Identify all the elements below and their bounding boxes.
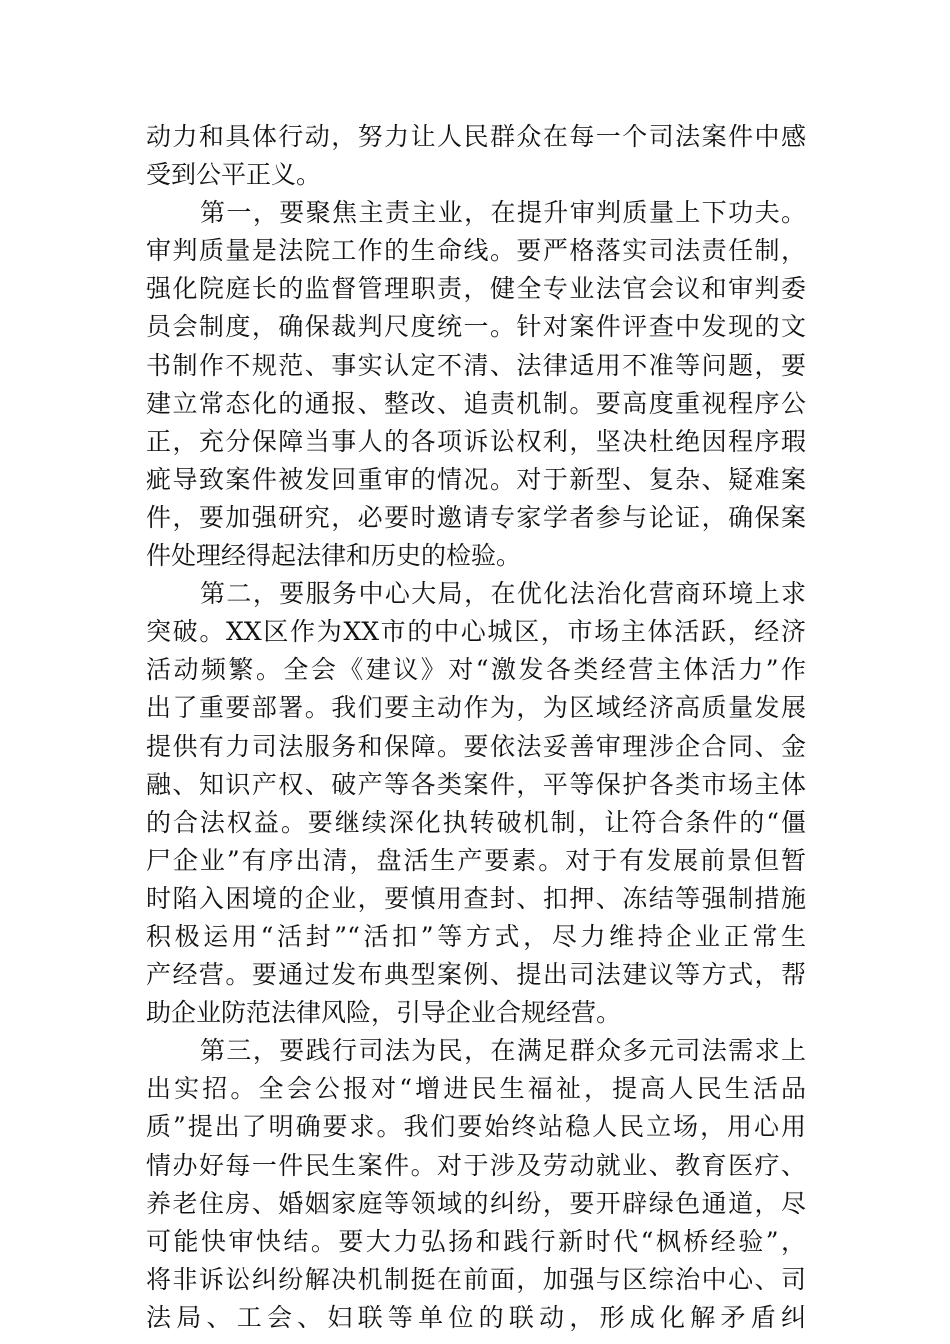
text-line: 件处理经得起法律和历史的检验。 [146, 541, 522, 571]
text-line: 可能快审快结。要大力弘扬和践行新时代“枫桥经验”， [146, 1226, 806, 1256]
text-line: 情办好每一件民生案件。对于涉及劳动就业、教育医疗、 [146, 1150, 806, 1180]
text-line: 突破。XX区作为XX市的中心城区，市场主体活跃，经济 [146, 617, 806, 647]
text-line: 养老住房、婚姻家庭等领域的纠纷，要开辟绿色通道，尽 [146, 1188, 806, 1218]
text-line: 建立常态化的通报、整改、追责机制。要高度重视程序公 [146, 388, 806, 418]
text-line: 提供有力司法服务和保障。要依法妥善审理涉企合同、金 [146, 731, 806, 761]
text-line: 出了重要部署。我们要主动作为，为区域经济高质量发展 [146, 693, 806, 723]
text-line: 将非诉讼纠纷解决机制挺在前面，加强与区综治中心、司 [146, 1264, 806, 1294]
text-line: 产经营。要通过发布典型案例、提出司法建议等方式，帮 [146, 960, 806, 990]
text-line: 时陷入困境的企业，要慎用查封、扣押、冻结等强制措施 [146, 883, 806, 913]
text-line: 活动频繁。全会《建议》对“激发各类经营主体活力”作 [146, 655, 806, 685]
text-line: 质”提出了明确要求。我们要始终站稳人民立场，用心用 [146, 1112, 806, 1142]
text-line: 助企业防范法律风险，引导企业合规经营。 [146, 998, 622, 1028]
text-line: 强化院庭长的监督管理职责，健全专业法官会议和审判委 [146, 274, 806, 304]
paragraph-heading-line: 第一，要聚焦主责主业，在提升审判质量上下功夫。 [200, 198, 806, 228]
text-line: 法局、工会、妇联等单位的联动，形成化解矛盾纠 [146, 1302, 806, 1332]
text-line: 积极运用“活封”“活扣”等方式，尽力维持企业正常生 [146, 921, 806, 951]
text-line: 出实招。全会公报对“增进民生福祉，提高人民生活品 [146, 1074, 806, 1104]
text-line: 融、知识产权、破产等各类案件，平等保护各类市场主体 [146, 769, 806, 799]
text-line: 件，要加强研究，必要时邀请专家学者参与论证，确保案 [146, 502, 806, 532]
text-line: 动力和具体行动，努力让人民群众在每一个司法案件中感 [146, 122, 806, 151]
text-line: 受到公平正义。 [146, 160, 322, 190]
text-line: 尸企业”有序出清，盘活生产要素。对于有发展前景但暂 [146, 845, 806, 875]
text-line: 正，充分保障当事人的各项诉讼权利，坚决杜绝因程序瑕 [146, 426, 806, 456]
text-line: 疵导致案件被发回重审的情况。对于新型、复杂、疑难案 [146, 464, 806, 494]
paragraph-heading-line: 第二，要服务中心大局，在优化法治化营商环境上求 [200, 579, 806, 609]
document-body [146, 118, 806, 1337]
text-line: 的合法权益。要继续深化执转破机制，让符合条件的“僵 [146, 807, 806, 837]
text-line: 审判质量是法院工作的生命线。要严格落实司法责任制， [146, 236, 806, 266]
paragraph-heading-line: 第三，要践行司法为民，在满足群众多元司法需求上 [200, 1036, 806, 1066]
text-line: 书制作不规范、事实认定不清、法律适用不准等问题，要 [146, 350, 806, 380]
text-line: 员会制度，确保裁判尺度统一。针对案件评查中发现的文 [146, 312, 806, 342]
